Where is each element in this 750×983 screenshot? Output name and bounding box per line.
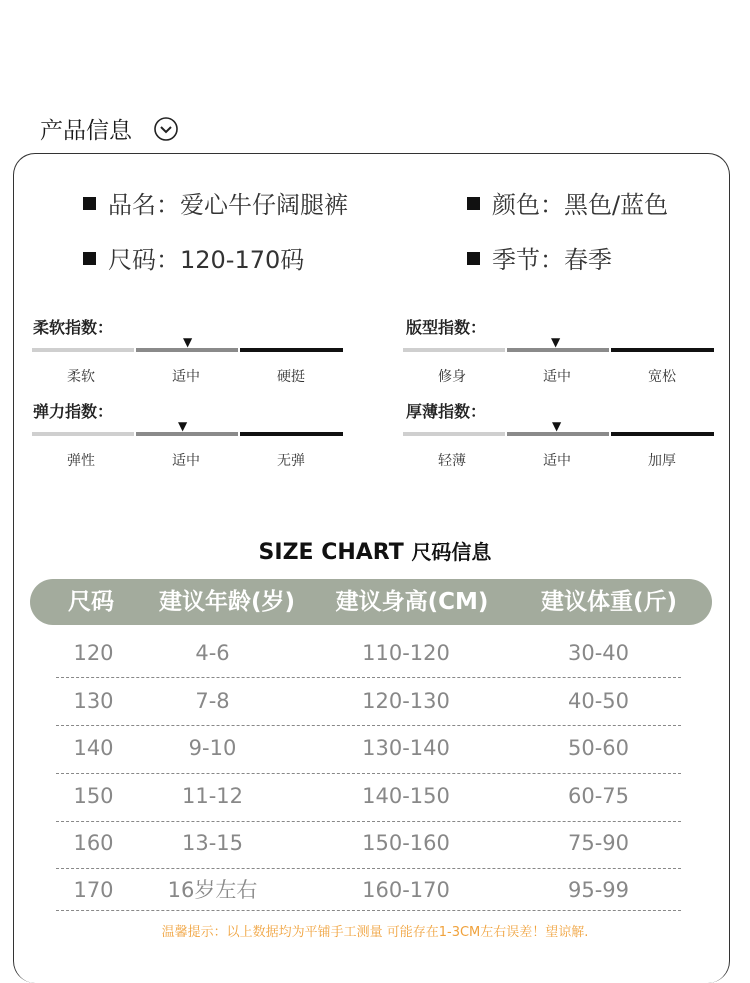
tick-label: 适中 (172, 369, 200, 385)
bullet-icon (467, 252, 480, 265)
size-chart-title-en: SIZE CHART (258, 540, 404, 565)
index-label-thickness: 厚薄指数： (406, 402, 487, 421)
cell-age: 13-15 (181, 831, 244, 855)
table-row (56, 866, 681, 914)
tick-label: 修身 (438, 369, 466, 385)
cell-weight: 30-40 (567, 641, 630, 665)
cell-height: 130-140 (362, 736, 450, 760)
index-scale-softness (32, 335, 343, 355)
selected-marker-icon: ▼ (183, 335, 193, 349)
tick-label: 适中 (543, 453, 571, 469)
cell-weight: 95-99 (567, 878, 630, 902)
tick-label: 轻薄 (438, 453, 466, 469)
product-name-text: 品名：爱心牛仔阔腿裤 (108, 191, 348, 219)
bullet-icon (83, 197, 96, 210)
index-scale-elasticity (32, 419, 343, 439)
cell-age: 11-12 (181, 784, 244, 808)
scale-segment (611, 432, 714, 436)
tick-label: 加厚 (648, 453, 676, 469)
selected-marker-icon: ▼ (178, 419, 188, 433)
tick-label: 适中 (172, 453, 200, 469)
selected-marker-icon: ▼ (551, 335, 561, 349)
cell-size: 130 (73, 689, 114, 713)
scale-segment (32, 348, 134, 352)
tick-label: 柔软 (67, 369, 95, 385)
tick-label: 硬挺 (277, 369, 305, 385)
header-age: 建议年龄(岁) (158, 589, 296, 615)
product-season-text: 季节：春季 (492, 246, 612, 274)
size-table-header (30, 579, 712, 625)
cell-size: 170 (73, 878, 114, 902)
index-scale-fit (403, 335, 714, 355)
tick-label: 宽松 (648, 369, 676, 385)
cell-size: 120 (73, 641, 114, 665)
cell-weight: 40-50 (567, 689, 630, 713)
cell-size: 140 (73, 736, 114, 760)
scale-segment (611, 348, 714, 352)
header-height: 建议身高(CM) (335, 589, 489, 615)
scale-segment (240, 348, 343, 352)
cell-age: 16岁左右 (167, 878, 258, 902)
measurement-note: 温馨提示：以上数据均为平铺手工测量 可能存在1-3CM左右误差！望谅解. (161, 925, 589, 940)
product-size-text: 尺码：120-170码 (108, 246, 305, 274)
table-row (56, 819, 681, 867)
cell-height: 150-160 (362, 831, 450, 855)
scale-segment (403, 432, 505, 436)
tick-label: 适中 (543, 369, 571, 385)
index-label-fit: 版型指数： (406, 318, 487, 337)
index-label-elasticity: 弹力指数： (33, 402, 114, 421)
product-color (467, 185, 668, 220)
header-size: 尺码 (68, 589, 114, 615)
cell-height: 120-130 (362, 689, 450, 713)
index-label-softness: 柔软指数： (33, 318, 114, 337)
size-chart-title (0, 536, 750, 565)
table-row (56, 629, 681, 677)
tick-label: 弹性 (67, 453, 95, 469)
table-row (56, 677, 681, 725)
cell-age: 4-6 (195, 641, 230, 665)
cell-height: 140-150 (362, 784, 450, 808)
size-chart-title-zh: 尺码信息 (411, 540, 492, 564)
header-weight: 建议体重(斤) (540, 589, 678, 615)
cell-size: 150 (73, 784, 114, 808)
product-season (467, 240, 612, 275)
row-divider (56, 910, 681, 911)
cell-weight: 75-90 (567, 831, 630, 855)
product-name (83, 185, 348, 220)
product-color-text: 颜色：黑色/蓝色 (492, 191, 669, 219)
product-size (83, 240, 304, 275)
cell-weight: 50-60 (567, 736, 630, 760)
cell-height: 160-170 (362, 878, 450, 902)
table-row (56, 772, 681, 820)
cell-age: 9-10 (188, 736, 237, 760)
bullet-icon (467, 197, 480, 210)
tick-label: 无弹 (277, 453, 305, 469)
selected-marker-icon: ▼ (552, 419, 562, 433)
scale-segment (32, 432, 134, 436)
cell-size: 160 (73, 831, 114, 855)
table-row (56, 724, 681, 772)
chevron-down-icon[interactable] (153, 116, 179, 142)
scale-segment (240, 432, 343, 436)
cell-height: 110-120 (362, 641, 450, 665)
section-title: 产品信息 (40, 118, 132, 144)
cell-age: 7-8 (195, 689, 230, 713)
index-scale-thickness (403, 419, 714, 439)
scale-segment (403, 348, 505, 352)
bullet-icon (83, 252, 96, 265)
cell-weight: 60-75 (567, 784, 630, 808)
